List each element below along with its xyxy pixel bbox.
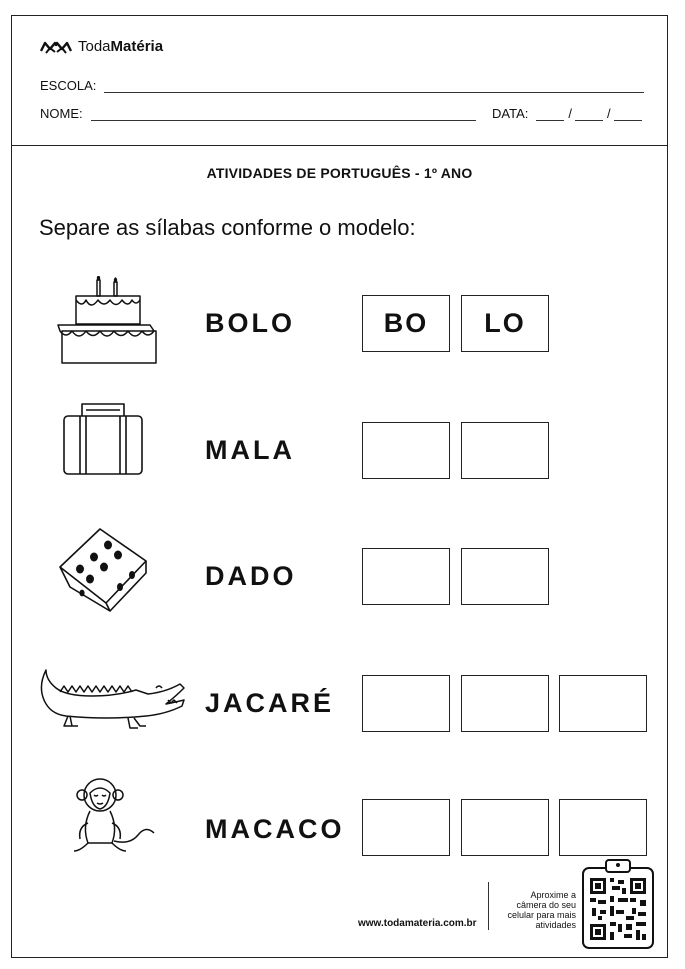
brand-name: TodaMatéria (78, 38, 164, 55)
syllable-box[interactable] (461, 548, 549, 605)
name-label: NOME: (40, 106, 83, 121)
syllable-box[interactable] (362, 422, 450, 479)
syllable-box[interactable] (362, 675, 450, 732)
date-label: DATA: (492, 106, 529, 121)
brand-logo[interactable] (40, 38, 163, 55)
date-separator: / (568, 106, 572, 121)
worksheet-header (12, 16, 667, 146)
word-label: MACACO (205, 814, 345, 844)
syllable-box[interactable] (461, 799, 549, 856)
monkey-icon (70, 773, 162, 859)
dice-icon (56, 521, 152, 615)
qr-caption-line: atividades (535, 920, 576, 930)
school-input-line[interactable] (104, 78, 644, 93)
activity-title: ATIVIDADES DE PORTUGUÊS - 1º ANO (206, 165, 473, 181)
school-label: ESCOLA: (40, 78, 97, 93)
word-label: JACARÉ (205, 688, 335, 718)
syllable-box[interactable] (559, 675, 647, 732)
worksheet (11, 15, 668, 958)
qr-caption-line: câmera do seu (516, 900, 576, 910)
school-field[interactable] (40, 78, 644, 93)
qr-caption-line: Aproxime a (530, 890, 576, 900)
brand-logo-icon (40, 39, 72, 55)
word-label: BOLO (205, 308, 295, 338)
qr-caption (494, 890, 576, 930)
syllable-box[interactable] (461, 422, 549, 479)
date-separator: / (606, 106, 611, 121)
date-day-line[interactable] (536, 106, 564, 121)
suitcase-icon (62, 400, 144, 478)
word-label: MALA (205, 435, 295, 465)
syllable-box[interactable]: BO (362, 295, 450, 352)
qr-code-icon[interactable] (582, 858, 654, 950)
date-field[interactable] (492, 106, 642, 121)
qr-caption-line: celular para mais (507, 910, 576, 920)
footer-divider (488, 882, 489, 930)
name-field[interactable] (40, 106, 476, 121)
cake-icon (54, 276, 164, 366)
syllable-box[interactable] (362, 799, 450, 856)
syllable-box[interactable] (559, 799, 647, 856)
alligator-icon (36, 666, 188, 740)
word-label: DADO (205, 561, 297, 591)
date-year-line[interactable] (614, 106, 642, 121)
date-month-line[interactable] (575, 106, 603, 121)
syllable-box[interactable] (362, 548, 450, 605)
syllable-box[interactable]: LO (461, 295, 549, 352)
website-url[interactable]: www.todamateria.com.br (358, 918, 477, 929)
instruction-text: Separe as sílabas conforme o modelo: (39, 215, 416, 240)
syllable-box[interactable] (461, 675, 549, 732)
name-input-line[interactable] (91, 106, 476, 121)
